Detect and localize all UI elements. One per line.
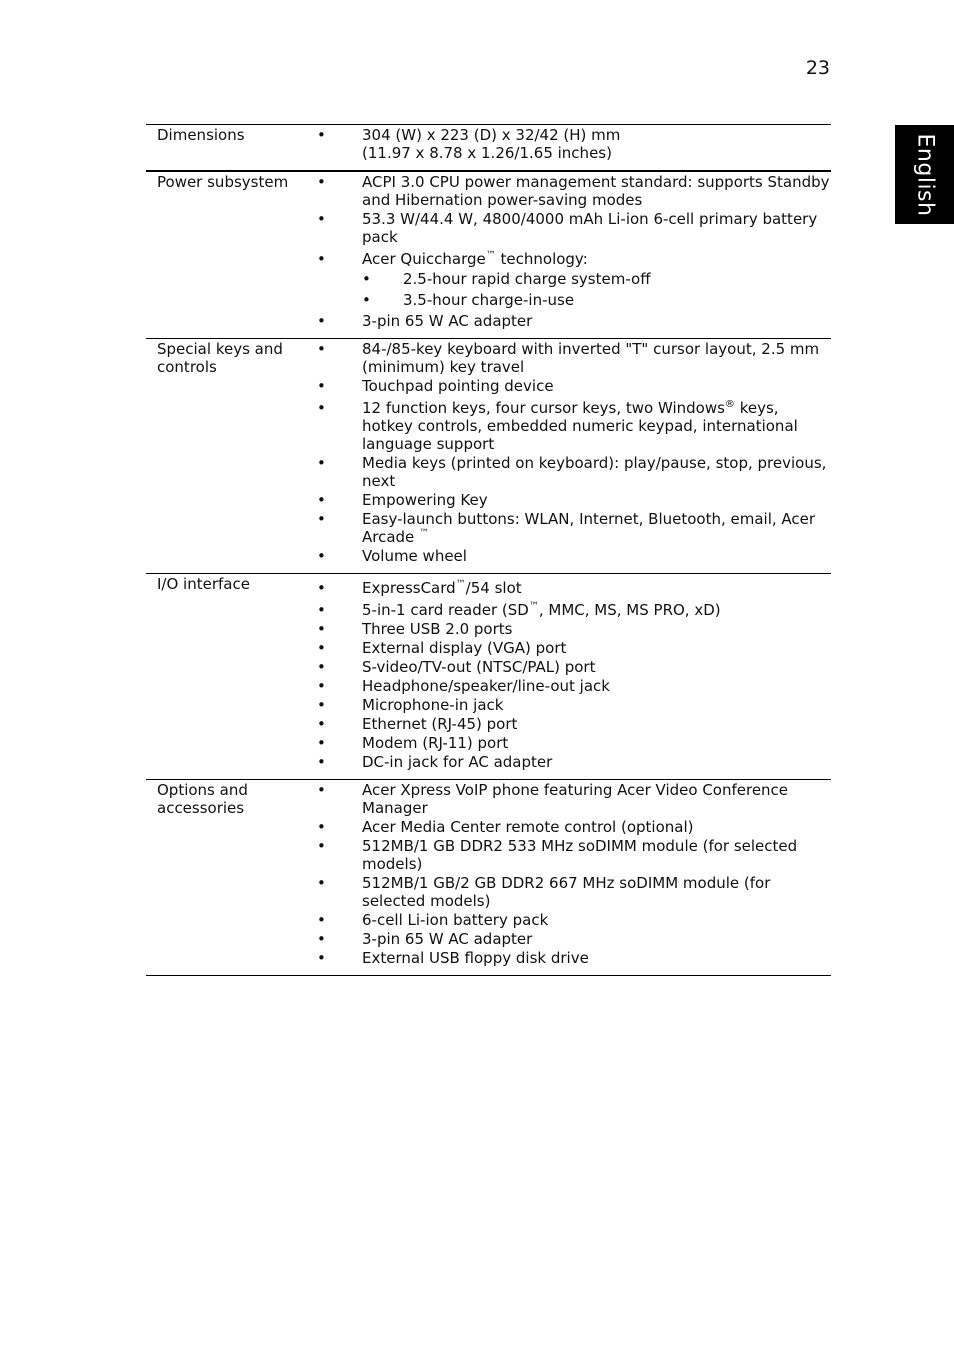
- list-item: [317, 753, 831, 771]
- bullet-icon: •: [317, 781, 326, 799]
- spec-values: [317, 125, 831, 172]
- list-item: [317, 734, 831, 752]
- item-text: 84-/85-key keyboard with inverted "T" cursor layout, 2.5 mm (minimum) key travel: [362, 340, 820, 376]
- trademark-mark: ™: [419, 528, 430, 539]
- page-number: 23: [805, 57, 830, 79]
- list-item: [317, 620, 831, 638]
- list-item: [317, 491, 831, 509]
- item-text: ACPI 3.0 CPU power management standard: supports Standby and Hibernation power-saving modes: [362, 173, 830, 209]
- item-text: Headphone/speaker/line-out jack: [362, 677, 610, 695]
- list-item: [317, 126, 831, 162]
- bullet-icon: •: [317, 579, 326, 597]
- list-item: [317, 312, 831, 330]
- list-item: [317, 454, 831, 490]
- list-item: [317, 510, 831, 546]
- list-item: [317, 911, 831, 929]
- bullet-icon: •: [317, 753, 326, 771]
- item-text: DC-in jack for AC adapter: [362, 753, 553, 771]
- list-item: [317, 547, 831, 565]
- list-item: [317, 601, 831, 619]
- bullet-icon: •: [362, 291, 371, 309]
- item-text-suffix: technology:: [495, 250, 588, 268]
- bullet-icon: •: [317, 620, 326, 638]
- language-tab: [895, 125, 954, 224]
- bullet-icon: •: [317, 874, 326, 892]
- item-text: Ethernet (RJ-45) port: [362, 715, 518, 733]
- spec-label: Options and accessories: [146, 780, 317, 976]
- spec-row: [146, 339, 831, 574]
- bullet-icon: •: [317, 312, 326, 330]
- item-text: Acer Xpress VoIP phone featuring Acer Video Conference Manager: [362, 781, 789, 817]
- item-text: S-video/TV-out (NTSC/PAL) port: [362, 658, 596, 676]
- spec-label: Special keys and controls: [157, 340, 283, 376]
- list-item: [317, 250, 831, 309]
- bullet-icon: •: [317, 715, 326, 733]
- item-text: External USB floppy disk drive: [362, 949, 589, 967]
- bullet-icon: •: [317, 454, 326, 472]
- bullet-icon: •: [317, 210, 326, 228]
- trademark-mark: ®: [724, 399, 735, 410]
- bullet-icon: •: [317, 734, 326, 752]
- specifications-table: [146, 124, 831, 976]
- list-item: [317, 677, 831, 695]
- item-text: Acer Quiccharge: [362, 250, 486, 268]
- item-text-line2: (11.97 x 8.78 x 1.26/1.65 inches): [362, 144, 612, 162]
- item-text: 12 function keys, four cursor keys, two Windows: [362, 399, 725, 417]
- list-item: [317, 210, 831, 246]
- item-text: Empowering Key: [362, 491, 488, 509]
- bullet-icon: •: [317, 250, 326, 268]
- spec-row: [146, 171, 831, 339]
- bullet-icon: •: [317, 837, 326, 855]
- bullet-icon: •: [317, 658, 326, 676]
- spec-values: [317, 780, 831, 976]
- sub-list-item: [362, 270, 831, 288]
- item-text: ExpressCard: [362, 579, 456, 597]
- item-text: 512MB/1 GB/2 GB DDR2 667 MHz soDIMM module (for selected models): [362, 874, 771, 910]
- item-text: Volume wheel: [362, 547, 467, 565]
- bullet-icon: •: [317, 639, 326, 657]
- list-item: [317, 930, 831, 948]
- list-item: [317, 715, 831, 733]
- item-text: 512MB/1 GB DDR2 533 MHz soDIMM module (for selected models): [362, 837, 798, 873]
- sub-list-item: [362, 291, 831, 309]
- list-item: [317, 340, 831, 376]
- list-item: [317, 173, 831, 209]
- language-tab-label: English: [912, 133, 937, 216]
- trademark-mark: ™: [485, 250, 496, 261]
- bullet-icon: •: [317, 696, 326, 714]
- spec-values: [317, 574, 831, 780]
- bullet-icon: •: [317, 377, 326, 395]
- spec-row: [146, 780, 831, 976]
- list-item: [317, 781, 831, 817]
- bullet-icon: •: [362, 270, 371, 288]
- bullet-icon: •: [317, 173, 326, 191]
- bullet-icon: •: [317, 818, 326, 836]
- item-text: 304 (W) x 223 (D) x 32/42 (H) mm: [362, 126, 621, 144]
- sub-item-list: [362, 270, 831, 309]
- item-text: 5-in-1 card reader (SD: [362, 601, 529, 619]
- list-item: [317, 639, 831, 657]
- list-item: [317, 874, 831, 910]
- spec-values: [317, 339, 831, 574]
- item-text: Modem (RJ-11) port: [362, 734, 509, 752]
- spec-item-list: [317, 340, 831, 565]
- spec-row: [146, 574, 831, 780]
- item-text: Easy-launch buttons: WLAN, Internet, Bluetooth, email, Acer Arcade: [362, 510, 816, 546]
- spec-item-list: [317, 579, 831, 771]
- item-text: Touchpad pointing device: [362, 377, 554, 395]
- item-text: 3-pin 65 W AC adapter: [362, 930, 533, 948]
- item-text-suffix: , MMC, MS, MS PRO, xD): [538, 601, 721, 619]
- bullet-icon: •: [317, 677, 326, 695]
- bullet-icon: •: [317, 491, 326, 509]
- spec-values: [317, 171, 831, 339]
- item-text: 3-pin 65 W AC adapter: [362, 312, 533, 330]
- list-item: [317, 399, 831, 453]
- list-item: [317, 377, 831, 395]
- spec-label: Power subsystem: [157, 173, 289, 191]
- list-item: [317, 658, 831, 676]
- item-text: Media keys (printed on keyboard): play/pause, stop, previous, next: [362, 454, 827, 490]
- spec-item-list: [317, 126, 831, 162]
- sub-item-text: 3.5-hour charge-in-use: [403, 291, 575, 309]
- item-text: Acer Media Center remote control (optional): [362, 818, 694, 836]
- bullet-icon: •: [317, 911, 326, 929]
- bullet-icon: •: [317, 510, 326, 528]
- item-text: Three USB 2.0 ports: [362, 620, 513, 638]
- sub-item-text: 2.5-hour rapid charge system-off: [403, 270, 651, 288]
- spec-row: [146, 125, 831, 172]
- spec-item-list: [317, 781, 831, 967]
- bullet-icon: •: [317, 126, 326, 144]
- item-text-suffix: keys, hotkey controls, embedded numeric keypad, international language support: [362, 399, 798, 453]
- trademark-mark: ™: [455, 579, 466, 590]
- list-item: [317, 949, 831, 967]
- bullet-icon: •: [317, 547, 326, 565]
- list-item: [317, 837, 831, 873]
- trademark-mark: ™: [528, 601, 539, 612]
- bullet-icon: •: [317, 601, 326, 619]
- spec-item-list: [317, 173, 831, 330]
- bullet-icon: •: [317, 930, 326, 948]
- list-item: [317, 818, 831, 836]
- item-text: Microphone-in jack: [362, 696, 504, 714]
- bullet-icon: •: [317, 340, 326, 358]
- list-item: [317, 696, 831, 714]
- item-text-suffix: /54 slot: [465, 579, 522, 597]
- list-item: [317, 579, 831, 597]
- item-text: 6-cell Li-ion battery pack: [362, 911, 549, 929]
- item-text: External display (VGA) port: [362, 639, 567, 657]
- bullet-icon: •: [317, 949, 326, 967]
- spec-label: I/O interface: [157, 575, 250, 593]
- item-text: 53.3 W/44.4 W, 4800/4000 mAh Li-ion 6-cell primary battery pack: [362, 210, 818, 246]
- spec-label: Dimensions: [157, 126, 245, 144]
- bullet-icon: •: [317, 399, 326, 417]
